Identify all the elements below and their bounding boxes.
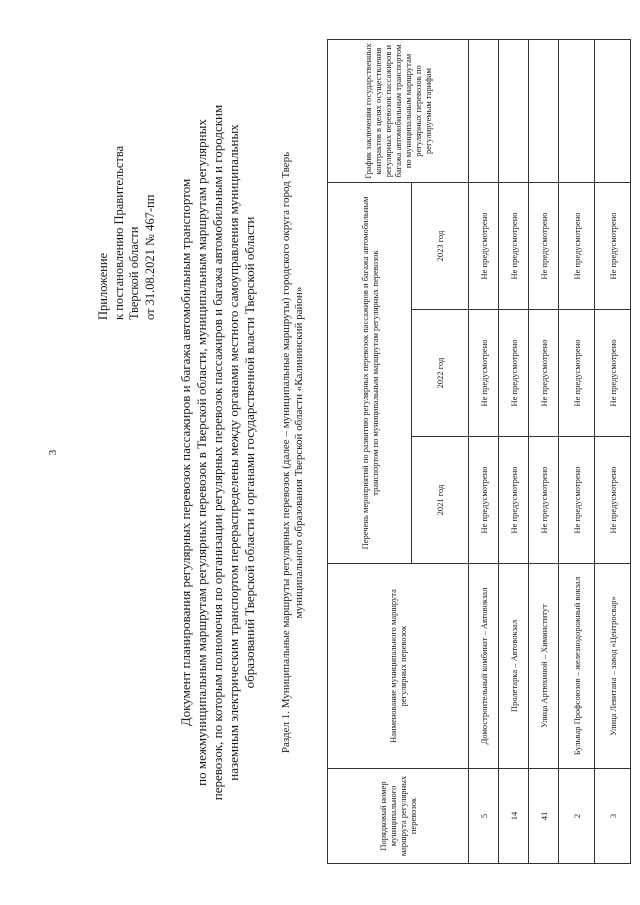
route-name: Бульвар Профсоюзов – железнодорожный вокзал: [559, 564, 595, 769]
measure-2021: Не предусмотрено: [469, 437, 499, 564]
section-title-line: муниципального образования Тверской области «Калининский район»: [293, 286, 305, 619]
header-measures: Перечень мероприятий по развитию регулярных перевозок пассажиров и багажа автомобильным транспортом по муниципальным маршрутам регулярных перевозок: [328, 183, 412, 564]
route-name: Улица Левитана – завод «Центросвар»: [595, 564, 631, 769]
measure-2022: Не предусмотрено: [499, 310, 529, 437]
title-line: перевозок, по которым полномочия по организации регулярных перевозок пассажиров и багажа автомобильным и городским: [210, 104, 225, 801]
appendix-line: Приложение: [96, 252, 110, 320]
title-line: Документ планирования регулярных перевозок пассажиров и багажа автомобильным транспортом: [178, 178, 193, 727]
page-number: 3: [47, 449, 59, 456]
route-number: 14: [499, 769, 529, 864]
appendix-line: от 31.08.2021 № 467-пп: [142, 194, 157, 320]
measure-2021: Не предусмотрено: [529, 437, 559, 564]
route-name: Пролетарка – Автовокзал: [499, 564, 529, 769]
contract-schedule: [529, 40, 559, 183]
contract-schedule: [499, 40, 529, 183]
title-line: по межмуниципальным маршрутам регулярных перевозок в Тверской области, муниципальным маршрутам регулярных: [194, 119, 209, 786]
measure-2023: Не предусмотрено: [595, 183, 631, 310]
route-number: 2: [559, 769, 595, 864]
measure-2023: Не предусмотрено: [499, 183, 529, 310]
route-number: 5: [469, 769, 499, 864]
title-line: образований Тверской области и органами государственной власти Тверской области: [242, 216, 257, 689]
measure-2022: Не предусмотрено: [529, 310, 559, 437]
appendix-line: Тверской области: [127, 226, 141, 320]
document-title: [178, 20, 258, 885]
title-line: наземным электрическим транспортом перераспределены между органами местного самоуправления муниципальных: [226, 124, 241, 781]
header-route-name: Наименование муниципального маршрута регулярных перевозок: [328, 564, 469, 769]
measure-2021: Не предусмотрено: [595, 437, 631, 564]
measure-2021: Не предусмотрено: [559, 437, 595, 564]
contract-schedule: [595, 40, 631, 183]
header-route-number: Порядковый номер муниципального маршрута регулярных перевозок: [328, 769, 469, 864]
table-header-row: [328, 40, 412, 864]
measure-2023: Не предусмотрено: [529, 183, 559, 310]
measure-2023: Не предусмотрено: [559, 183, 595, 310]
measure-2022: Не предусмотрено: [559, 310, 595, 437]
measure-2023: Не предусмотрено: [469, 183, 499, 310]
route-name: Домостроительный комбинат – Автовокзал: [469, 564, 499, 769]
table-row: [595, 40, 631, 864]
table-row: [499, 40, 529, 864]
routes-table: [327, 39, 631, 864]
measure-2022: Не предусмотрено: [595, 310, 631, 437]
measure-2022: Не предусмотрено: [469, 310, 499, 437]
appendix-line: к постановлению Правительства: [111, 145, 126, 320]
header-contract-schedule: График заключения государственных контрактов в целях осуществления регулярных перевозок пассажиров и багажа автомобильным транспортом по муниципальным маршрутам регулярных перевозок по регулируемым тарифам: [328, 40, 469, 183]
header-year-2023: 2023 год: [412, 183, 469, 310]
table-row: [469, 40, 499, 864]
table-row: [559, 40, 595, 864]
header-year-2021: 2021 год: [412, 437, 469, 564]
contract-schedule: [469, 40, 499, 183]
appendix-block: [96, 40, 158, 320]
header-year-2022: 2022 год: [412, 310, 469, 437]
contract-schedule: [559, 40, 595, 183]
table-row: [529, 40, 559, 864]
route-number: 41: [529, 769, 559, 864]
measure-2021: Не предусмотрено: [499, 437, 529, 564]
section-title-line: Раздел 1. Муниципальные маршруты регулярных перевозок (далее – муниципальные маршруты) городского округа город Тверь: [280, 151, 292, 754]
section-title: [280, 30, 306, 875]
route-number: 3: [595, 769, 631, 864]
route-name: Улица Артюхиной – Химинститут: [529, 564, 559, 769]
